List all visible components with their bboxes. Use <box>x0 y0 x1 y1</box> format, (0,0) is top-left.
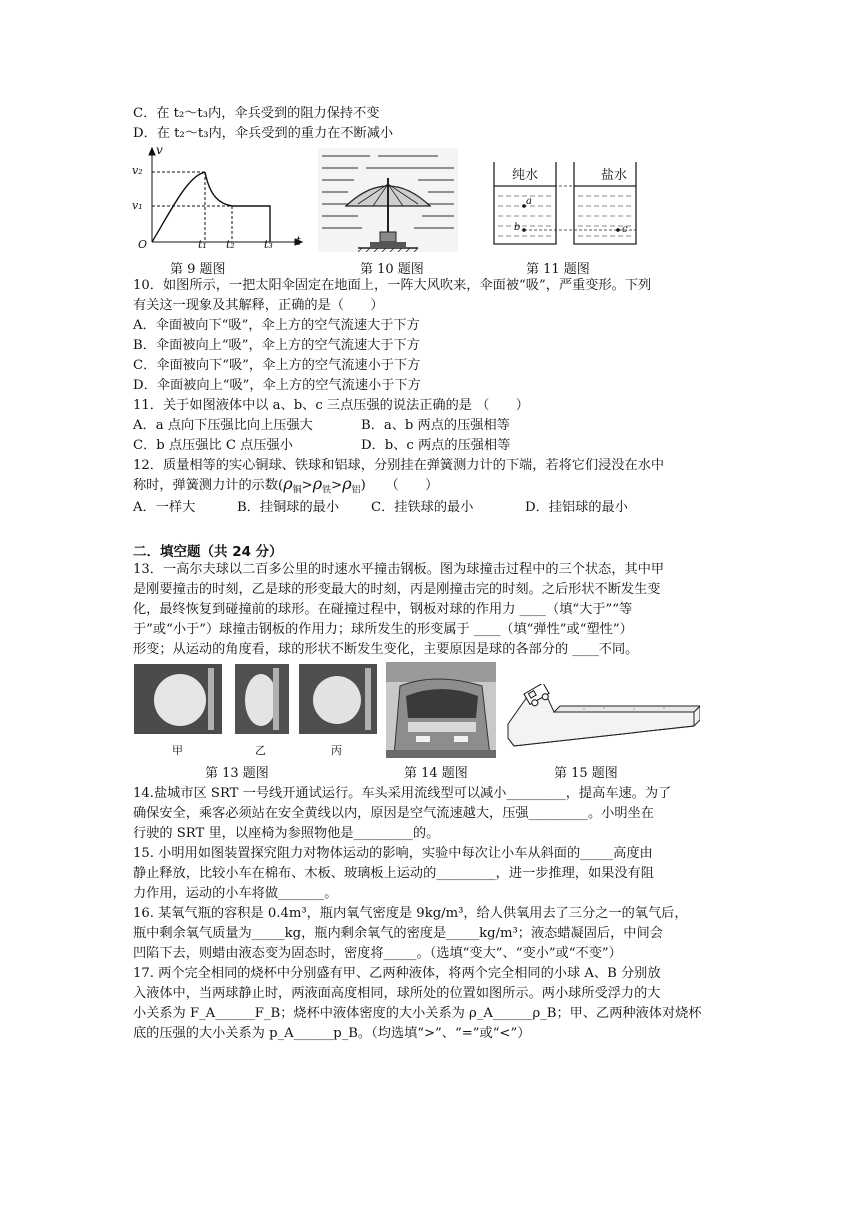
q17-line4: 底的压强的大小关系为 p_A______p_B。（均选填“>”、“=”或“<”） <box>133 1026 531 1041</box>
q15-line1: 15. 小明用如图装置探究阻力对物体运动的影响，实验中每次让小车从斜面的_____高度由 <box>133 846 653 861</box>
q11-option-b: B．a、b 两点的压强相等 <box>361 418 510 433</box>
fig9-v-label: v <box>156 143 163 157</box>
q15-line3: 力作用，运动的小车将做_______。 <box>133 886 338 901</box>
q13-line5: 形变；从运动的角度看，球的形状不断发生变化，主要原因是球的各部分的 ____不同。 <box>133 642 639 657</box>
q11-option-a: A．a 点向下压强比向上压强大 <box>133 418 313 433</box>
fig13-label-yi: 乙 <box>255 744 266 757</box>
q9-option-c: C．在 t₂～t₃内，伞兵受到的阻力保持不变 <box>133 106 380 121</box>
fig11-point-b-label: b <box>514 222 521 233</box>
fig15-caption: 第 15 题图 <box>554 766 618 781</box>
q10-option-a: A．伞面被向下“吸”，伞上方的空气流速大于下方 <box>133 318 420 333</box>
q10-stem-line2: 有关这一现象及其解释，正确的是（ ） <box>133 298 384 313</box>
fig13-photo-bing <box>299 664 377 734</box>
fig11-caption: 第 11 题图 <box>526 262 590 277</box>
q12-copper-sub: 铜 <box>292 485 302 496</box>
fig15-incline-cart <box>504 684 700 754</box>
fig9-t2-label: t₂ <box>226 238 235 251</box>
q14-line3: 行驶的 SRT 里，以座椅为参照物他是_________的。 <box>133 826 440 841</box>
q12-option-c: C．挂铁球的最小 <box>371 500 474 515</box>
fig13-caption: 第 13 题图 <box>205 766 269 781</box>
fig13-label-bing: 丙 <box>331 744 342 757</box>
q12-stem-suffix: ) （ ） <box>360 478 439 493</box>
q12-option-a: A．一样大 <box>133 500 196 515</box>
q12-aluminum-sub: 铝 <box>351 485 361 496</box>
q10-option-c: C．伞面被向下“吸”，伞上方的空气流速小于下方 <box>133 358 421 373</box>
q12-option-d: D．挂铝球的最小 <box>525 500 628 515</box>
fig14-caption: 第 14 题图 <box>404 766 468 781</box>
fig11-point-a-label: a <box>526 196 532 207</box>
q12-stem-line1: 12．质量相等的实心铜球、铁球和铝球，分别挂在弹簧测力计的下端，若将它们浸没在水中 <box>133 458 665 473</box>
fig13-photo-yi <box>235 664 289 734</box>
q12-rho-iron: ρ <box>312 474 323 493</box>
fig10-caption: 第 10 题图 <box>360 262 424 277</box>
q12-gt-1: > <box>301 478 313 493</box>
q12-rho-copper: ρ <box>283 474 293 493</box>
fig9-v2-label: v₂ <box>132 164 143 177</box>
q10-option-b: B．伞面被向上“吸”，伞上方的空气流速大于下方 <box>133 338 420 353</box>
q11-option-c: C．b 点压强比 C 点压强小 <box>133 438 293 453</box>
q16-line3: 凹陷下去，则蜡由液态变为固态时，密度将_____。（选填“变大”、“变小”或“不变”） <box>133 946 622 961</box>
q17-line1: 17. 两个完全相同的烧杯中分别盛有甲、乙两种液体，将两个完全相同的小球 A、B 分别放 <box>133 966 661 981</box>
fig9-velocity-time-graph <box>130 142 310 254</box>
q15-line2: 静止释放，比较小车在棉布、木板、玻璃板上运动的_________，进一步推理，如果没有阻 <box>133 866 654 881</box>
section-fill-in-title: 二．填空题（共 24 分） <box>133 544 283 560</box>
fig10-umbrella-in-wind <box>318 148 458 252</box>
q10-stem-line1: 10．如图所示，一把太阳伞固定在地面上，一阵大风吹来，伞面被“吸”，严重变形。下列 <box>133 278 652 293</box>
q13-line4: 于”或“小于”）球撞击钢板的作用力；球所发生的形变属于 ____（填“弹性”或“塑性”） <box>133 622 633 637</box>
q13-line1: 13．一高尔夫球以二百多公里的时速水平撞击钢板。图为球撞击过程中的三个状态，其中甲 <box>133 562 665 577</box>
q12-stem-prefix: 称时，弹簧测力计的示数( <box>133 478 284 493</box>
fig9-v1-label: v₁ <box>132 199 143 212</box>
q11-stem: 11．关于如图液体中以 a、b、c 三点压强的说法正确的是 （ ） <box>133 398 529 413</box>
q12-stem-line2 <box>133 474 438 501</box>
fig14-tram-photo <box>386 662 496 758</box>
q14-line2: 确保安全，乘客必须站在安全黄线以内，原因是空气流速越大，压强_________。小明坐在 <box>133 806 654 821</box>
q10-option-d: D．伞面被向上“吸”，伞上方的空气流速小于下方 <box>133 378 421 393</box>
fig9-caption: 第 9 题图 <box>170 262 226 277</box>
q12-iron-sub: 铁 <box>322 485 332 496</box>
fig13-photo-jia <box>134 664 222 734</box>
fig13-label-jia: 甲 <box>172 744 183 757</box>
q12-options-row <box>133 498 628 518</box>
q13-line3: 化，最终恢复到碰撞前的球形。在碰撞过程中，钢板对球的作用力 ____（填“大于”“等 <box>133 602 633 617</box>
fig11-salt-water-label: 盐水 <box>601 168 628 183</box>
q16-line1: 16. 某氧气瓶的容积是 0.4m³，瓶内氧气密度是 9kg/m³，给人供氧用去了三分之一的氧气后， <box>133 906 688 921</box>
q12-option-b: B．挂铜球的最小 <box>237 500 340 515</box>
fig11-point-c-label: c <box>622 224 628 235</box>
fig11-pure-water-label: 纯水 <box>512 168 539 183</box>
fig9-t1-label: t₁ <box>198 238 207 251</box>
q11-options-row1 <box>133 416 510 436</box>
q9-option-d: D．在 t₂～t₃内，伞兵受到的重力在不断减小 <box>133 126 394 141</box>
fig9-origin-label: O <box>138 238 148 251</box>
q13-line2: 是刚要撞击的时刻，乙是球的形变最大的时刻，丙是刚撞击完的时刻。之后形状不断发生变 <box>133 582 661 597</box>
fig9-t-label: t <box>296 234 301 248</box>
q17-line2: 入液体中，当两球静止时，两液面高度相同，球所处的位置如图所示。两小球所受浮力的大 <box>133 986 661 1001</box>
q16-line2: 瓶中剩余氧气质量为_____kg，瓶内剩余氧气的密度是_____kg/m³；液态蜡凝固后，中间会 <box>133 926 663 941</box>
q11-options-row2 <box>133 436 510 456</box>
q12-gt-2: > <box>331 478 343 493</box>
q17-line3: 小关系为 F_A______F_B；烧杯中液体密度的大小关系为 ρ_A______ρ_B；甲、乙两种液体对烧杯 <box>133 1006 702 1021</box>
q12-rho-aluminum: ρ <box>342 474 352 493</box>
q11-option-d: D．b、c 两点的压强相等 <box>361 438 511 453</box>
fig9-t3-label: t₃ <box>264 238 273 251</box>
q14-line1: 14.盐城市区 SRT 一号线开通试运行。车头采用流线型可以减小_________，提高车速。为了 <box>133 786 672 801</box>
